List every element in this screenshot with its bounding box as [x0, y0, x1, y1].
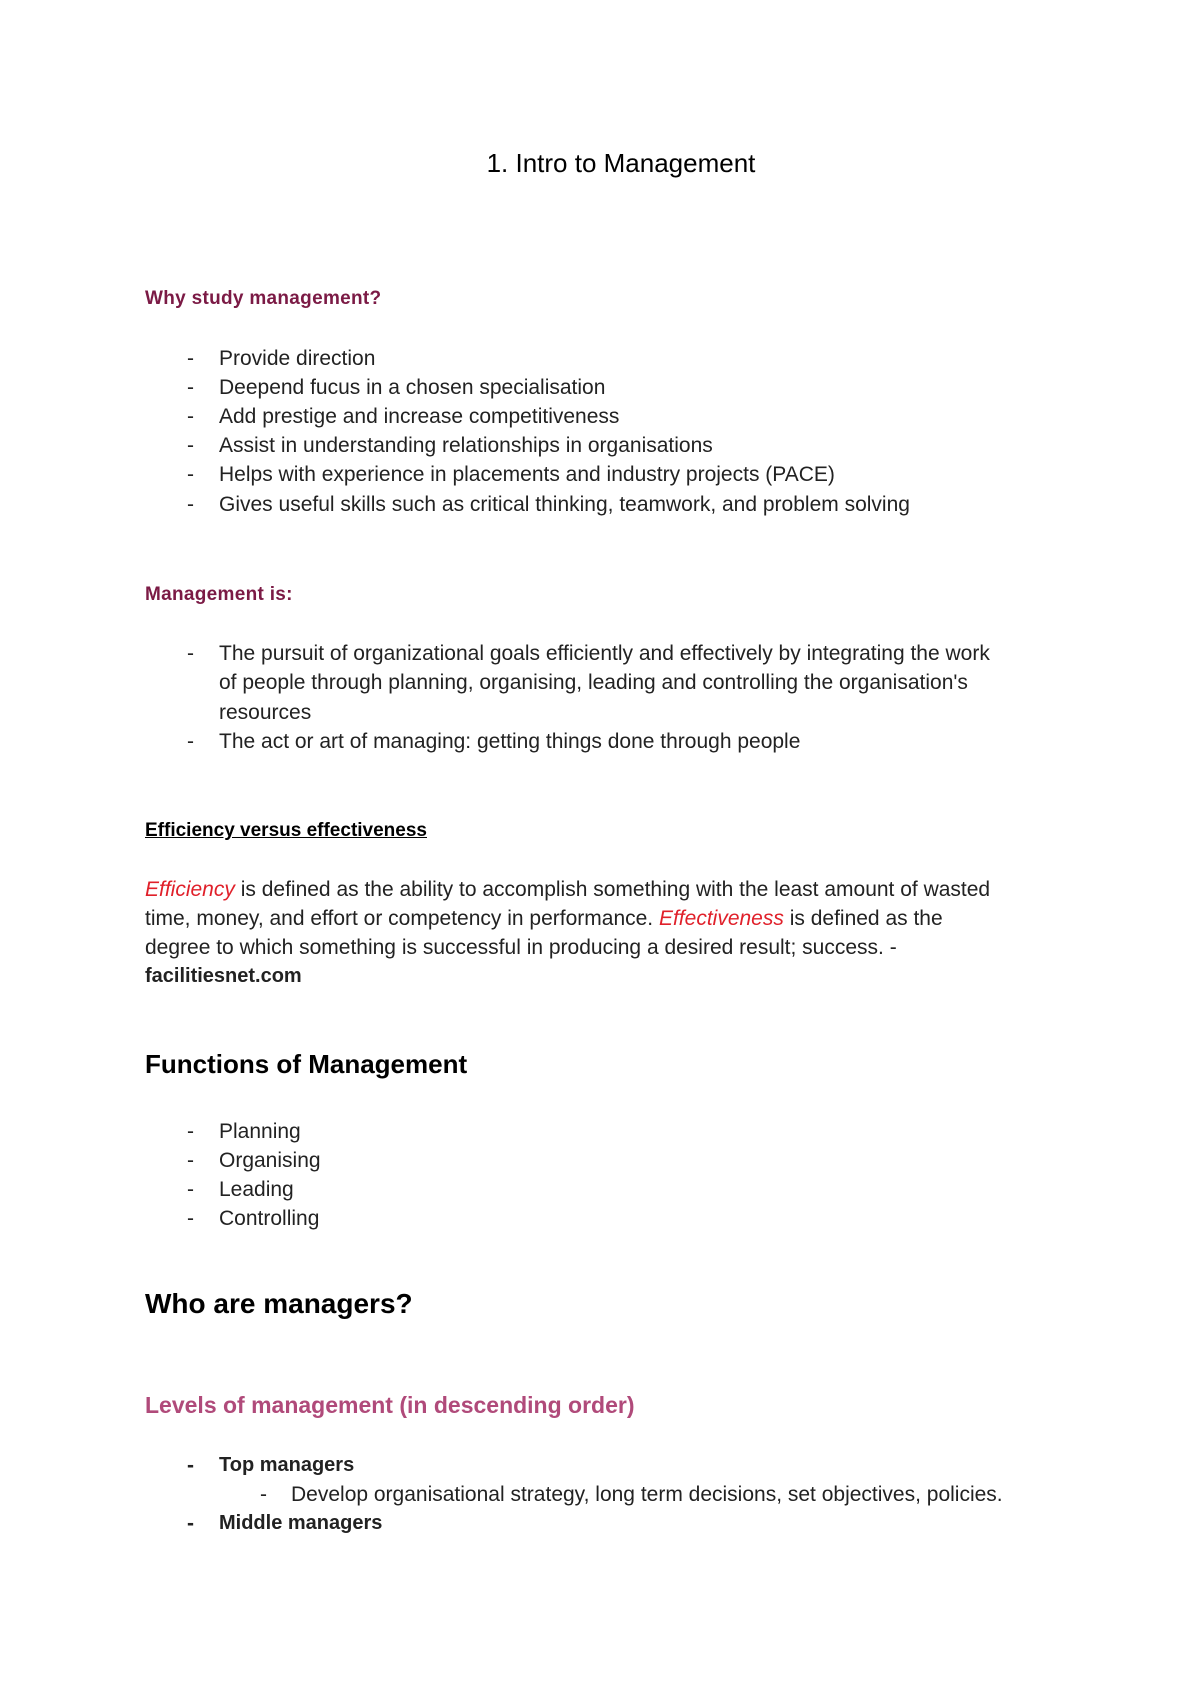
bullet-dash: - — [187, 1149, 194, 1172]
list-item-middle-managers: Middle managers — [219, 1512, 383, 1534]
section-heading-management-is: Management is: — [145, 584, 293, 605]
section-heading-who: Who are managers? — [145, 1288, 413, 1319]
section-heading-why: Why study management? — [145, 288, 382, 309]
term-effectiveness: Effectiveness — [658, 907, 784, 930]
page-title: 1. Intro to Management — [486, 148, 756, 178]
bullet-dash: - — [187, 434, 194, 457]
list-item-continuation: resources — [219, 701, 312, 724]
bullet-dash: - — [187, 405, 194, 428]
efficiency-definition: is defined as the ability to accomplish something with the least amount of wasted — [234, 878, 991, 901]
list-item: Gives useful skills such as critical thinking, teamwork, and problem solving — [219, 493, 910, 516]
subheading-levels: Levels of management (in descending order) — [145, 1392, 635, 1418]
bullet-dash: - — [187, 1207, 194, 1230]
bullet-dash: - — [187, 730, 194, 753]
bullet-dash: - — [187, 493, 194, 516]
bullet-dash: - — [187, 1512, 194, 1535]
term-efficiency: Efficiency — [145, 878, 235, 901]
efficiency-paragraph-line-3: degree to which something is successful in producing a desired result; success. - — [145, 936, 897, 959]
bullet-dash: - — [187, 463, 194, 486]
list-item-top-managers: Top managers — [219, 1454, 355, 1476]
list-item: The act or art of managing: getting things done through people — [219, 730, 801, 753]
bullet-dash: - — [187, 376, 194, 399]
list-item: Organising — [219, 1149, 321, 1172]
list-subitem: Develop organisational strategy, long term decisions, set objectives, policies. — [291, 1483, 1003, 1506]
efficiency-definition-cont: time, money, and effort or competency in performance. — [145, 907, 659, 930]
section-heading-efficiency: Efficiency versus effectiveness — [145, 820, 427, 841]
list-item: Assist in understanding relationships in organisations — [219, 434, 713, 457]
list-item: Planning — [219, 1120, 301, 1143]
list-item: Provide direction — [219, 347, 376, 370]
list-item-continuation: of people through planning, organising, leading and controlling the organisation's — [219, 671, 968, 694]
list-item: Helps with experience in placements and industry projects (PACE) — [219, 463, 835, 486]
bullet-dash: - — [187, 642, 194, 665]
bullet-dash: - — [187, 1454, 194, 1477]
bullet-dash: - — [187, 1178, 194, 1201]
list-item: Leading — [219, 1178, 294, 1201]
list-item: Add prestige and increase competitiveness — [219, 405, 620, 428]
section-heading-functions: Functions of Management — [145, 1049, 468, 1079]
efficiency-paragraph-line-2 — [145, 904, 943, 933]
list-item: The pursuit of organizational goals efficiently and effectively by integrating the work — [219, 642, 990, 665]
efficiency-paragraph-line-1 — [145, 875, 990, 904]
bullet-dash: - — [260, 1483, 267, 1506]
source-citation: facilitiesnet.com — [145, 965, 302, 987]
list-item: Controlling — [219, 1207, 320, 1230]
effectiveness-definition: is defined as the — [783, 907, 943, 930]
bullet-dash: - — [187, 347, 194, 370]
list-item: Deepend fucus in a chosen specialisation — [219, 376, 606, 399]
bullet-dash: - — [187, 1120, 194, 1143]
